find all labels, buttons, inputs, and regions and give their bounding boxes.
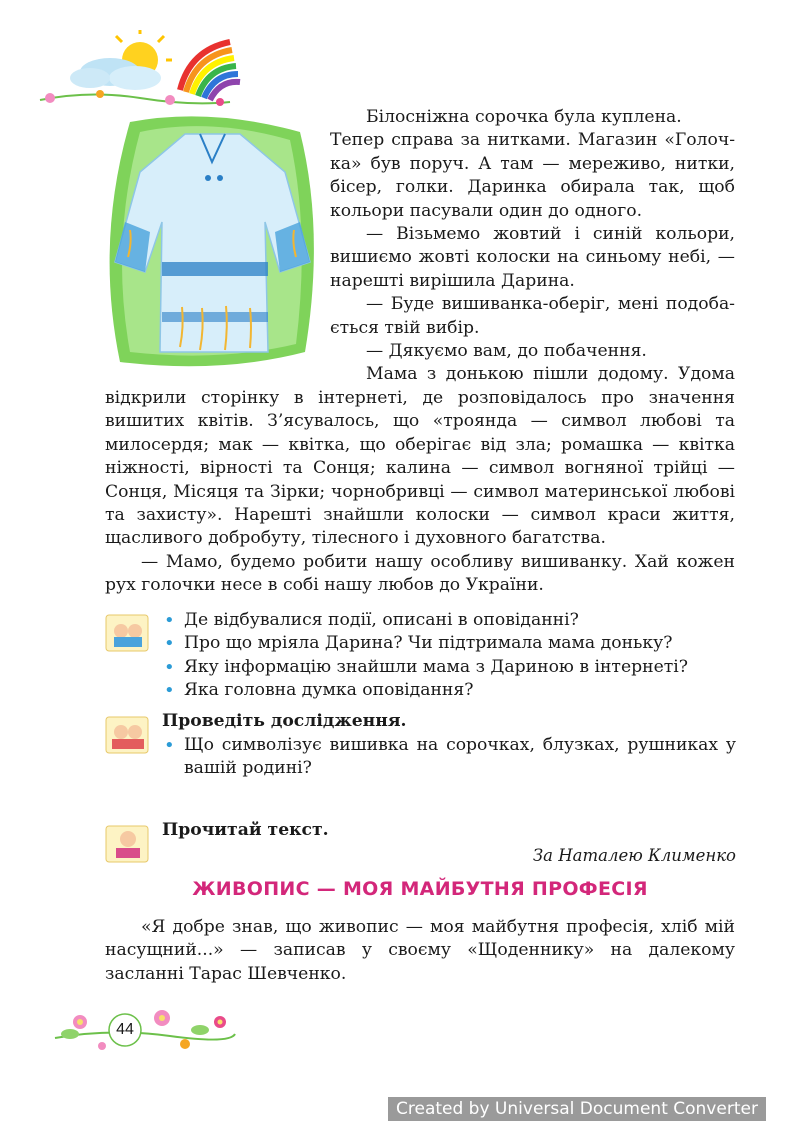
text-line: бісер, голки. Даринка обирала так, щоб	[330, 177, 735, 198]
page-number: 44	[116, 1021, 134, 1038]
dialog-line: — Буде вишиванка-оберіг, мені подоба- ється твій вибір.	[330, 294, 735, 338]
dialog-line: — Дякуємо вам, до побачення.	[366, 341, 647, 362]
text-line: кольори пасували один до одного.	[330, 200, 643, 221]
story-wide-paragraph	[105, 387, 735, 598]
kid-reading-icon	[104, 822, 152, 866]
closing-paragraph: — Мамо, будемо робити нашу особливу вишиванку. Хай кожен рух голочки несе в собі нашу любов до України.	[105, 551, 735, 596]
text-line: ка» був поруч. А там — мереживо, нитки,	[330, 153, 735, 174]
research-heading: Проведіть дослідження.	[162, 711, 407, 731]
story-top-paragraph	[330, 106, 735, 387]
text-line: Мама з донькою пішли додому. Удома	[366, 364, 735, 385]
list-item: • Яку інформацію знайшли мама з Дариною в інтернеті?	[162, 656, 742, 679]
list-item: • Яка головна думка оповідання?	[162, 679, 742, 702]
footer-decoration	[50, 1000, 240, 1060]
next-story-text	[105, 916, 735, 986]
header-decoration	[30, 30, 250, 110]
author-credit: За Наталею Клименко	[532, 846, 736, 865]
rainbow-icon	[180, 42, 240, 100]
watermark: Created by Universal Document Converter	[388, 1097, 766, 1121]
story-title: ЖИВОПИС — МОЯ МАЙБУТНЯ ПРОФЕСІЯ	[192, 878, 648, 900]
dialog-line: — Візьмемо жовтий і синій кольори, вишиємо жовті колоски на синьому небі, — нарешті вирішила Дарина.	[330, 224, 735, 291]
research-list	[162, 734, 736, 781]
kids-reading-icon	[104, 611, 152, 655]
list-item: • Що символізує вишивка на сорочках, блузках, рушниках у вашій родині?	[162, 734, 736, 781]
shirt-illustration	[100, 112, 320, 372]
text-line: Тепер справа за нитками. Магазин «Голоч-	[330, 130, 735, 151]
list-item: • Де відбувалися події, описані в оповіданні?	[162, 609, 742, 632]
text-line: Білосніжна сорочка була куплена.	[366, 107, 682, 127]
paragraph: «Я добре знав, що живопис — моя майбутня професія, хліб мій насущний...» — записав у своєму «Щоденнику» на далекому засланні Тарас Шевченко.	[105, 917, 735, 984]
list-item: • Про що мріяла Дарина? Чи підтримала мама доньку?	[162, 632, 742, 655]
read-text-label: Прочитай текст.	[162, 820, 329, 840]
paragraph: відкрили сторінку в інтернеті, де розповідалось про значення вишитих квітів. З’ясувалось, що «троянда — символ любові та милосердя; мак — квітка, що оберігає від зла; ромашка — квітка ніжності, вірності та Сонця; калина — символ вогняної трійці — Сонця, Місяця та Зірки; чорнобривці — символ материнської любові та захисту». Нарешті знайшли колоски — символ краси життя, щасливого добробуту, тілесного і духовного багатства.	[105, 388, 735, 549]
flower-vine-icon	[55, 1010, 235, 1050]
questions-list	[162, 609, 742, 703]
kids-research-icon	[104, 713, 152, 757]
